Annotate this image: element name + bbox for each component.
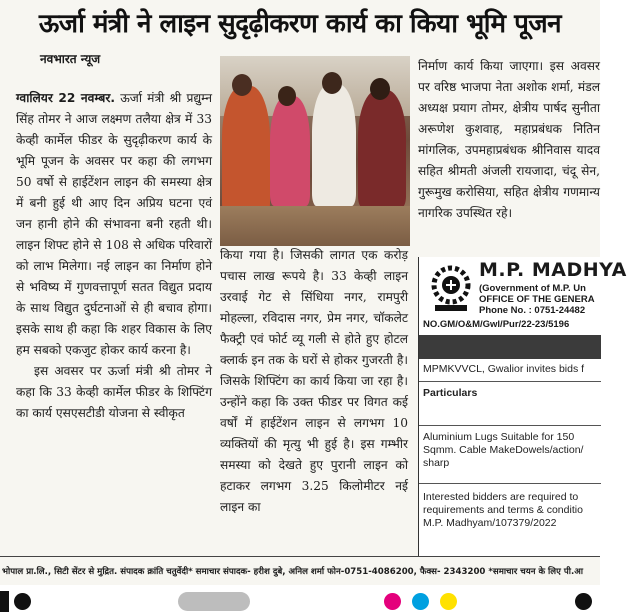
imprint-text: भोपाल प्रा.लि., सिटी सेंटर से मुद्रित. संपादक क्रांति चतुर्वेदी* समाचार संपादक- हरीश दुबे, अनिल शर्मा फोन-0751-4086200, फैक्स- 2343200 *समाचार चयन के लिए पी.आ [2,567,583,577]
registration-dot-black-right [575,593,592,610]
mp-madhya-logo-icon [429,263,473,313]
registration-bar-gray [178,592,250,611]
registration-dot-magenta [384,593,401,610]
registration-dot-yellow [440,593,457,610]
article-dateline: ग्वालियर 22 नवम्बर. [16,91,115,105]
bhoomi-pujan-ceremony-photo [220,56,410,242]
ad-phone-line: Phone No. : 0751-24482 [479,305,586,316]
article-column-3 [418,56,600,224]
print-registration-marks [0,588,600,615]
newspaper-imprint-footer [0,556,600,585]
ad-invites-line: MPMKVVCL, Gwalior invites bids f [423,363,585,375]
article-col1-text: ऊर्जा मंत्री श्री प्रद्युम्न सिंह तोमर ने आज लक्ष्मण तलैया क्षेत्र में 33 केव्ही कार्मेल फीडर के सुदृढ़ीकरण कार्य के भूमि पूजन के अवसर पर कहा की लगभग 50 वर्षो से हाईटेंशन लाइन की समस्या क्षेत्र में बनी हुई थी आए दिन अप्रिय घटना एवं जन हानी होने की संभावना बनी रहती थी। लाइन शिफ्ट होने से 108 से अधिक परिवारों को लाभ मिलेगा। नई लाइन का निर्माण होने से भविष्य में गुणवत्तापूर्ण सतत विद्युत प्रदाय के साथ विद्युत दुर्घटनाओं से ही बचाव होगा। इसके साथ ही कहा कि शहर विकास के लिए हम सबको एकजुट होकर कार्य करना है। [16,91,212,357]
ad-bidders-note: Interested bidders are required to requirements and terms & conditio M.P. Madhyam/107379/2022 [423,491,583,529]
ad-particulars-label: Particulars [423,387,478,399]
registration-dot-cyan [412,593,429,610]
article-headline: ऊर्जा मंत्री ने लाइन सुदृढ़ीकरण कार्य का किया भूमि पूजन [0,0,600,44]
ad-government-line: (Government of M.P. Un [479,283,586,294]
tender-advertisement [418,257,627,575]
registration-square [0,591,9,612]
article-col2-text: किया गया है। जिसकी लागत एक करोड़ पचास लाख रूपये है। 33 केव्ही लाइन उरवाई गेट से सिंधिया नगर, रामपुरी मोहल्ला, रविदास नगर, प्रेम नगर, चॉकलेट फैक्ट्री एवं फोर्ट व्यू गली से होते हुए होटल क्लार्क इन तक के घरों से होकर गुजरती है। जिसके शिफ्टिंग का कार्य किया जा रहा है। उन्होंने कहा कि उक्त फीडर पर विगत कई वर्षों में हाईटेंशन लाइन से लगभग 10 व्यक्तियों की मृत्यु भी हुई है। इस गम्भीर समस्या को देखते हुए पुरानी लाइन को हटाकर लगभग 3.25 किलोमीटर नई लाइन का [220,248,408,514]
article-column-1 [16,88,212,424]
ad-office-line: OFFICE OF THE GENERA [479,294,595,305]
registration-dot-black [14,593,31,610]
ad-dark-band [419,335,601,359]
ad-reference-number: NO.GM/O&M/Gwl/Pur/22-23/5196 [423,319,570,330]
article-col3-text: निर्माण कार्य किया जाएगा। इस अवसर पर वरिष्ठ भाजपा नेता अशोक शर्मा, मंडल अध्यक्ष प्रयाग तोमर, क्षेत्रीय पार्षद सुनीता अरूणेश कुशवाह, महाप्रबंधक नितिन मांगलिक, उपमहाप्रबंधक श्रीनिवास यादव सहित श्रीमती अंजली रायजादा, चंदू सेन, गुरूमुख करोसिया, सहित क्षेत्रीय गणमान्य नागरिक उपस्थित रहे। [418,59,600,220]
ad-brand-name: M.P. MADHYA [479,259,627,281]
article-col1-para2: इस अवसर पर ऊर्जा मंत्री श्री तोमर ने कहा कि 33 केव्ही कार्मेल फीडर के शिफ्टिंग का कार्य एसएसटीडी योजना से स्वीकृत [16,364,212,420]
article-column-2 [220,245,408,518]
article-byline: नवभारत न्यूज [40,52,101,66]
ad-item-description: Aluminium Lugs Suitable for 150 Sqmm. Cable MakeDowels/action/ sharp [423,431,584,469]
